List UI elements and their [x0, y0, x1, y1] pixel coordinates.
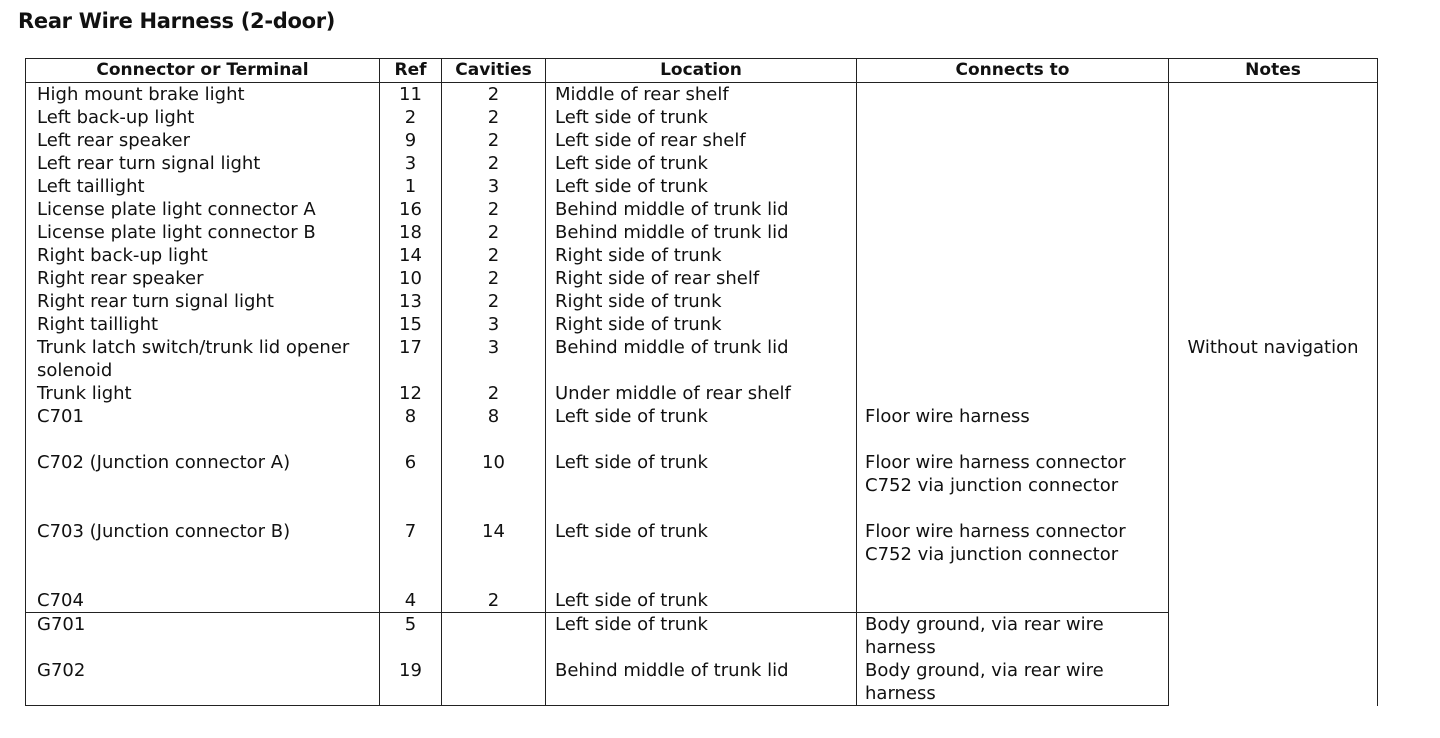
- harness-table: [25, 58, 1378, 706]
- ref-cell: 5: [380, 613, 442, 660]
- connector-cell: License plate light connector A: [26, 198, 380, 221]
- connector-cell: C704: [26, 589, 380, 613]
- location-cell: Right side of trunk: [546, 313, 857, 336]
- connects-to-cell: [857, 589, 1169, 613]
- header-cavities: Cavities: [442, 59, 546, 83]
- connects-to-cell: [857, 198, 1169, 221]
- connects-to-cell: Body ground, via rear wire harness: [857, 659, 1169, 706]
- connector-cell: G702: [26, 659, 380, 706]
- ref-cell: 4: [380, 589, 442, 613]
- connects-to-cell: [857, 290, 1169, 313]
- connects-to-cell: [857, 313, 1169, 336]
- connects-to-cell: [857, 83, 1169, 107]
- location-cell: Right side of rear shelf: [546, 267, 857, 290]
- connects-to-cell: [857, 267, 1169, 290]
- cavities-cell: [442, 659, 546, 706]
- location-cell: Behind middle of trunk lid: [546, 659, 857, 706]
- page-title: Rear Wire Harness (2-door): [18, 9, 336, 33]
- cavities-cell: 3: [442, 313, 546, 336]
- connector-cell: Right taillight: [26, 313, 380, 336]
- cavities-cell: 2: [442, 152, 546, 175]
- location-cell: Left side of trunk: [546, 520, 857, 589]
- notes-cell: Without navigation: [1169, 83, 1378, 613]
- connector-cell: Left taillight: [26, 175, 380, 198]
- ref-cell: 1: [380, 175, 442, 198]
- connector-cell: Left rear speaker: [26, 129, 380, 152]
- header-ref: Ref: [380, 59, 442, 83]
- location-cell: Left side of trunk: [546, 589, 857, 613]
- location-cell: Left side of trunk: [546, 613, 857, 660]
- table-row: [26, 83, 1378, 107]
- ref-cell: 11: [380, 83, 442, 107]
- connector-cell: Trunk latch switch/trunk lid opener solenoid: [26, 336, 380, 382]
- ref-cell: 6: [380, 451, 442, 520]
- connector-cell: C703 (Junction connector B): [26, 520, 380, 589]
- cavities-cell: 2: [442, 589, 546, 613]
- cavities-cell: 14: [442, 520, 546, 589]
- connector-cell: Right back-up light: [26, 244, 380, 267]
- connector-cell: Left back-up light: [26, 106, 380, 129]
- ref-cell: 15: [380, 313, 442, 336]
- connects-to-cell: Body ground, via rear wire harness: [857, 613, 1169, 660]
- header-row: [26, 59, 1378, 83]
- connector-cell: C701: [26, 405, 380, 451]
- connector-cell: G701: [26, 613, 380, 660]
- ref-cell: 8: [380, 405, 442, 451]
- location-cell: Behind middle of trunk lid: [546, 198, 857, 221]
- location-cell: Left side of trunk: [546, 175, 857, 198]
- location-cell: Right side of trunk: [546, 244, 857, 267]
- cavities-cell: 2: [442, 106, 546, 129]
- connects-to-cell: [857, 175, 1169, 198]
- header-connector: Connector or Terminal: [26, 59, 380, 83]
- connector-cell: Left rear turn signal light: [26, 152, 380, 175]
- location-cell: Left side of trunk: [546, 451, 857, 520]
- connects-to-cell: [857, 221, 1169, 244]
- connector-cell: Right rear turn signal light: [26, 290, 380, 313]
- location-cell: Left side of rear shelf: [546, 129, 857, 152]
- location-cell: Left side of trunk: [546, 405, 857, 451]
- cavities-cell: 3: [442, 175, 546, 198]
- ref-cell: 18: [380, 221, 442, 244]
- notes-cell-empty: [1169, 613, 1378, 706]
- cavities-cell: 2: [442, 83, 546, 107]
- location-cell: Under middle of rear shelf: [546, 382, 857, 405]
- connects-to-cell: [857, 244, 1169, 267]
- location-cell: Behind middle of trunk lid: [546, 221, 857, 244]
- ref-cell: 9: [380, 129, 442, 152]
- connector-cell: C702 (Junction connector A): [26, 451, 380, 520]
- ref-cell: 2: [380, 106, 442, 129]
- cavities-cell: 2: [442, 244, 546, 267]
- location-cell: Behind middle of trunk lid: [546, 336, 857, 382]
- table-row: [26, 613, 1378, 660]
- header-notes: Notes: [1169, 59, 1378, 83]
- cavities-cell: [442, 613, 546, 660]
- ref-cell: 12: [380, 382, 442, 405]
- location-cell: Right side of trunk: [546, 290, 857, 313]
- connects-to-cell: [857, 106, 1169, 129]
- ref-cell: 13: [380, 290, 442, 313]
- cavities-cell: 2: [442, 129, 546, 152]
- connector-cell: High mount brake light: [26, 83, 380, 107]
- ref-cell: 3: [380, 152, 442, 175]
- ref-cell: 19: [380, 659, 442, 706]
- ref-cell: 17: [380, 336, 442, 382]
- cavities-cell: 2: [442, 267, 546, 290]
- cavities-cell: 2: [442, 382, 546, 405]
- connector-cell: Right rear speaker: [26, 267, 380, 290]
- ref-cell: 16: [380, 198, 442, 221]
- connects-to-cell: [857, 129, 1169, 152]
- cavities-cell: 2: [442, 198, 546, 221]
- connects-to-cell: Floor wire harness connector C752 via junction connector: [857, 451, 1169, 520]
- connector-cell: Trunk light: [26, 382, 380, 405]
- connects-to-cell: [857, 382, 1169, 405]
- ref-cell: 10: [380, 267, 442, 290]
- cavities-cell: 8: [442, 405, 546, 451]
- ref-cell: 14: [380, 244, 442, 267]
- connects-to-cell: [857, 152, 1169, 175]
- header-connects-to: Connects to: [857, 59, 1169, 83]
- location-cell: Left side of trunk: [546, 106, 857, 129]
- cavities-cell: 3: [442, 336, 546, 382]
- connects-to-cell: Floor wire harness: [857, 405, 1169, 451]
- connects-to-cell: Floor wire harness connector C752 via junction connector: [857, 520, 1169, 589]
- ref-cell: 7: [380, 520, 442, 589]
- connector-cell: License plate light connector B: [26, 221, 380, 244]
- connects-to-cell: [857, 336, 1169, 382]
- cavities-cell: 2: [442, 290, 546, 313]
- location-cell: Middle of rear shelf: [546, 83, 857, 107]
- cavities-cell: 2: [442, 221, 546, 244]
- header-location: Location: [546, 59, 857, 83]
- location-cell: Left side of trunk: [546, 152, 857, 175]
- cavities-cell: 10: [442, 451, 546, 520]
